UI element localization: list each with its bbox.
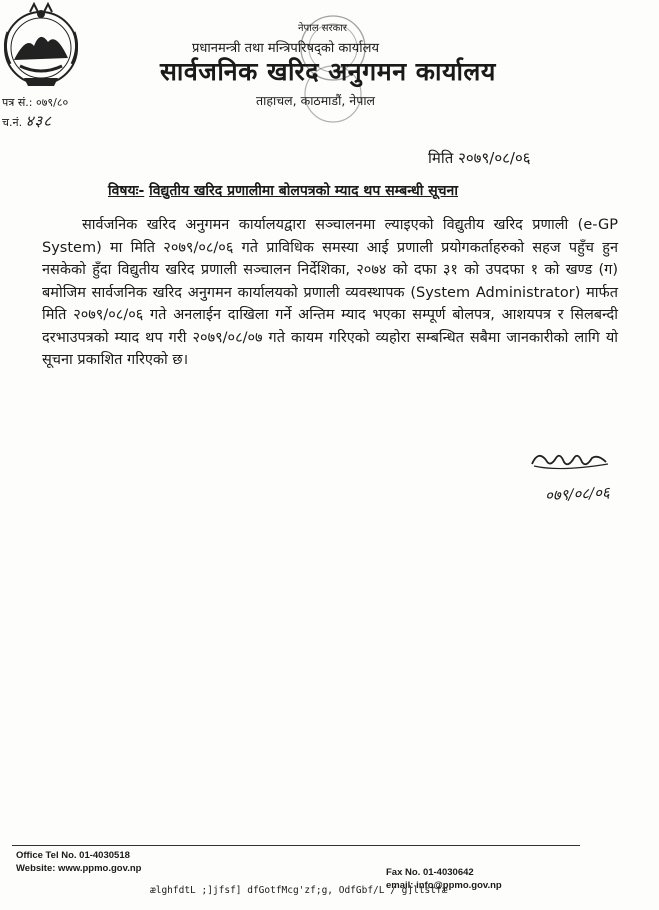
signature-date: ०७९/०८/०६ (544, 483, 611, 505)
fax-number: Fax No. 01-4030642 (386, 867, 474, 878)
patra-label: पत्र सं.: (2, 96, 33, 109)
reference-block (2, 94, 68, 132)
notice-body: सार्वजनिक खरिद अनुगमन कार्यालयद्वारा सञ्चालनमा ल्याइएको विद्युतीय खरिद प्रणाली (e-GP System) मा मिति २०७९/०८/०६ गते प्राविधिक समस्या आई प्रणाली प्रयोगकर्ताहरुको सहज पहुँच हुन नसकेको हुँदा विद्युतीय खरिद प्रणाली सञ्चालन निर्देशिका, २०७४ को दफा ३१ को उपदफा १ को खण्ड (ग) बमोजिम सार्वजनिक खरिद अनुगमन कार्यालयको प्रणाली व्यवस्थापक (System Administrator) मार्फत मिति २०७९/०८/०६ गते अनलाईन दाखिला गर्ने अन्तिम म्याद भएका सम्पूर्ण बोलपत्र, आशयपत्र र सिलबन्दी दरभाउपत्रको म्याद थप गरी २०७९/०८/०७ गते कायम गरिएको व्यहोरा सम्बन्धित सबैमा जानकारीको लागि यो सूचना प्रकाशित गरिएको छ। (42, 217, 618, 368)
office-title: सार्वजनिक खरिद अनुगमन कार्यालय (160, 57, 496, 86)
website-link[interactable]: Website: www.ppmo.gov.np (16, 863, 142, 874)
footer-divider (12, 845, 580, 846)
subject-text: विद्युतीय खरिद प्रणालीमा बोलपत्रको म्याद थप सम्बन्धी सूचना (149, 183, 458, 199)
chalani-value: ४३८ (25, 112, 52, 130)
chalani-label: च.नं. (2, 116, 23, 129)
email-link[interactable]: email: info@ppmo.gov.np (386, 880, 502, 891)
stamp-text: नेपाल सरकार (298, 23, 347, 34)
footer-contact-left (16, 849, 141, 875)
date-label: मिति (428, 149, 454, 167)
nepal-emblem-icon (0, 2, 82, 90)
office-tel: Office Tel No. 01-4030518 (16, 850, 130, 861)
patra-value: ०७९/८० (35, 96, 69, 109)
footer-slogan: ælghfdtL ;]jfsf] dfGotfMcg'zf;g, OdfGbf/L / g]ltstfæ (150, 885, 448, 896)
office-address: ताहाचल, काठमाडौं, नेपाल (256, 93, 376, 108)
notice-subject (108, 181, 458, 200)
chalani-row (2, 112, 68, 132)
date-value: २०७९/०८/०६ (458, 149, 531, 167)
patra-row (2, 94, 68, 112)
ministry-name: प्रधानमन्त्री तथा मन्त्रिपरिषद्को कार्यालय (192, 41, 379, 56)
notice-date (428, 148, 531, 168)
subject-label: विषयः- (108, 183, 145, 199)
